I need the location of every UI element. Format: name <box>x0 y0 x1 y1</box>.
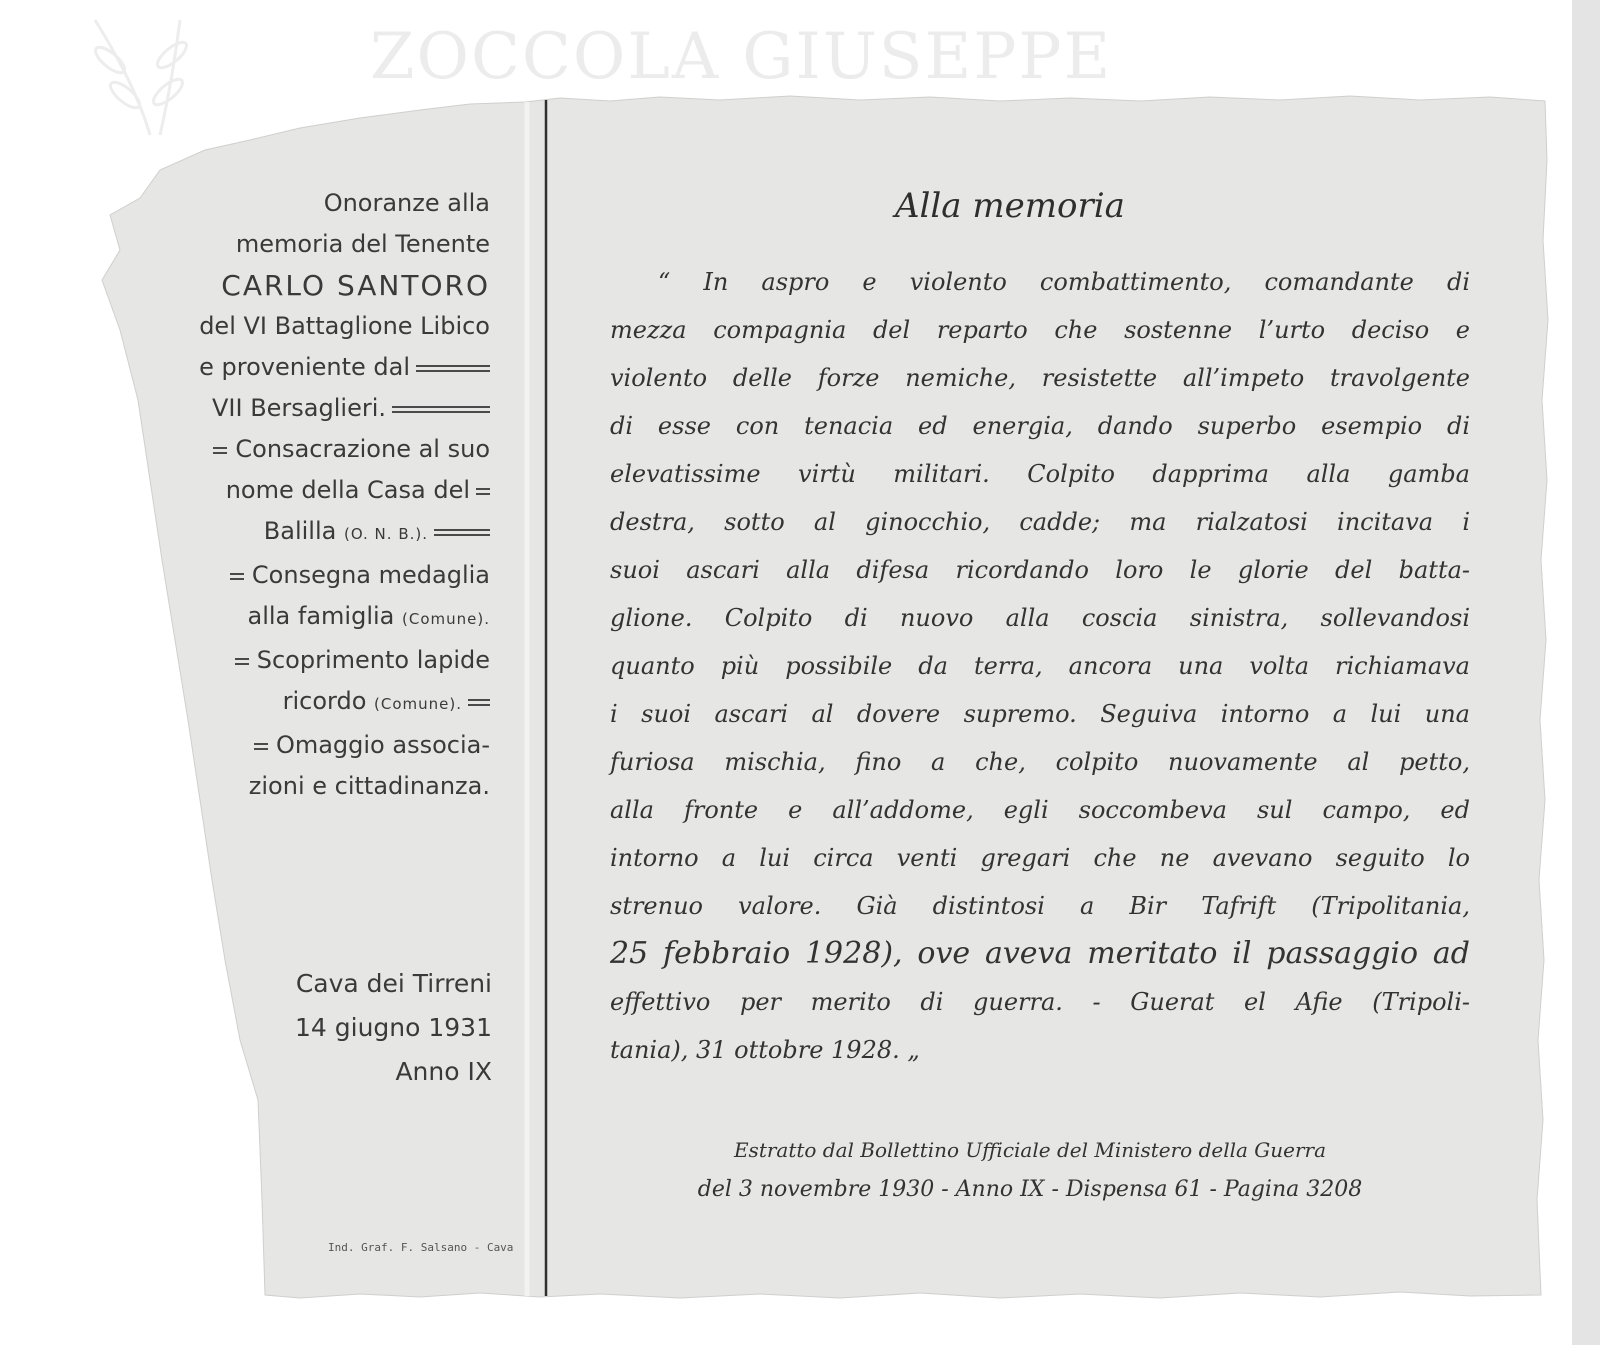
citation-line: “ In aspro e violento combattimento, comandante di <box>658 268 1470 296</box>
place: Cava dei Tirreni <box>295 969 492 998</box>
citation-line: tania), 31 ottobre 1928. „ <box>610 1036 920 1064</box>
citation-line: furiosa mischia, fino a che, colpito nuovamente al petto, <box>610 748 1470 776</box>
honoree-name: CARLO SANTORO <box>221 269 490 302</box>
citation-line: effettivo per merito di guerra. - Guerat el Afie (Tripoli- <box>610 988 1470 1016</box>
left-line: Consacrazione al suo <box>235 435 490 463</box>
citation-line: alla fronte e all’addome, egli soccombeva sul campo, ed <box>610 796 1470 824</box>
double-rule <box>213 444 227 457</box>
watermark-name: ZOCCOLA GIUSEPPE <box>370 20 1113 94</box>
citation-line: violento delle forze nemiche, resistette all’impeto travolgente <box>610 364 1470 392</box>
left-line: del VI Battaglione Libico <box>199 312 490 340</box>
double-rule <box>468 696 490 709</box>
left-line-row <box>199 347 490 388</box>
double-rule <box>235 655 249 668</box>
left-line: nome della Casa del <box>225 476 470 504</box>
left-line-row <box>199 470 490 511</box>
double-rule <box>230 570 244 583</box>
source-reference <box>600 1130 1460 1210</box>
left-line: Onoranze alla <box>323 189 490 217</box>
source-line: del 3 novembre 1930 - Anno IX - Dispensa 61 - Pagina 3208 <box>697 1177 1363 1202</box>
left-line-row <box>199 429 490 470</box>
left-line: e proveniente dal <box>199 353 410 381</box>
citation-line: i suoi ascari al dovere supremo. Seguiva intorno a lui una <box>610 700 1470 728</box>
citation-line: destra, sotto al ginocchio, cadde; ma rialzatosi incitava i <box>610 508 1470 536</box>
citation-line: 25 febbraio 1928), ove aveva meritato il passaggio ad <box>610 936 1470 971</box>
left-line: Omaggio associa- <box>275 731 490 759</box>
source-line: Estratto dal Bollettino Ufficiale del Ministero della Guerra <box>733 1138 1327 1162</box>
left-line: Consegna medaglia <box>251 561 490 589</box>
left-line: Balilla <box>263 517 337 545</box>
left-line-row <box>199 640 490 681</box>
citation-line: mezza compagnia del reparto che sostenne l’urto deciso e <box>610 316 1470 344</box>
double-rule <box>254 740 268 753</box>
left-line-row <box>199 555 490 596</box>
citation-line: strenuo valore. Già distintosi a Bir Tafrift (Tripolitania, <box>610 892 1470 920</box>
citation-line: intorno a lui circa venti gregari che ne avevano seguito lo <box>610 844 1470 872</box>
citation-text <box>610 258 1470 1074</box>
place-date-block <box>295 962 492 1094</box>
citation-line: elevatissime virtù militari. Colpito dapprima alla gamba <box>610 460 1470 488</box>
left-line-row <box>199 681 490 725</box>
left-line-row <box>199 388 490 429</box>
left-line-small: (Comune). <box>374 695 462 713</box>
left-column <box>199 183 490 807</box>
year: Anno IX <box>395 1057 492 1086</box>
left-line: zioni e cittadinanza. <box>248 772 490 800</box>
left-line: Scoprimento lapide <box>256 646 490 674</box>
page-title: Alla memoria <box>895 186 1125 226</box>
left-line: VII Bersaglieri. <box>211 394 386 422</box>
left-line: ricordo <box>282 687 367 715</box>
left-line-small: (Comune). <box>402 610 490 628</box>
left-line-row <box>199 725 490 766</box>
left-line-small: (O. N. B.). <box>343 525 428 543</box>
citation-line: di esse con tenacia ed energia, dando superbo esempio di <box>610 412 1470 440</box>
left-line-row <box>199 596 490 640</box>
left-line: alla famiglia <box>247 602 395 630</box>
left-line: memoria del Tenente <box>235 230 490 258</box>
left-line-row <box>199 511 490 555</box>
citation-line: quanto più possibile da terra, ancora una volta richiamava <box>610 652 1470 680</box>
printer-credit: Ind. Graf. F. Salsano - Cava <box>328 1241 514 1254</box>
double-rule <box>434 526 490 539</box>
double-rule <box>476 485 490 498</box>
citation-line: glione. Colpito di nuovo alla coscia sinistra, sollevandosi <box>610 604 1470 632</box>
double-rule <box>392 403 490 416</box>
citation-line: suoi ascari alla difesa ricordando loro le glorie del batta- <box>610 556 1470 584</box>
date: 14 giugno 1931 <box>295 1013 492 1042</box>
double-rule <box>416 362 490 375</box>
